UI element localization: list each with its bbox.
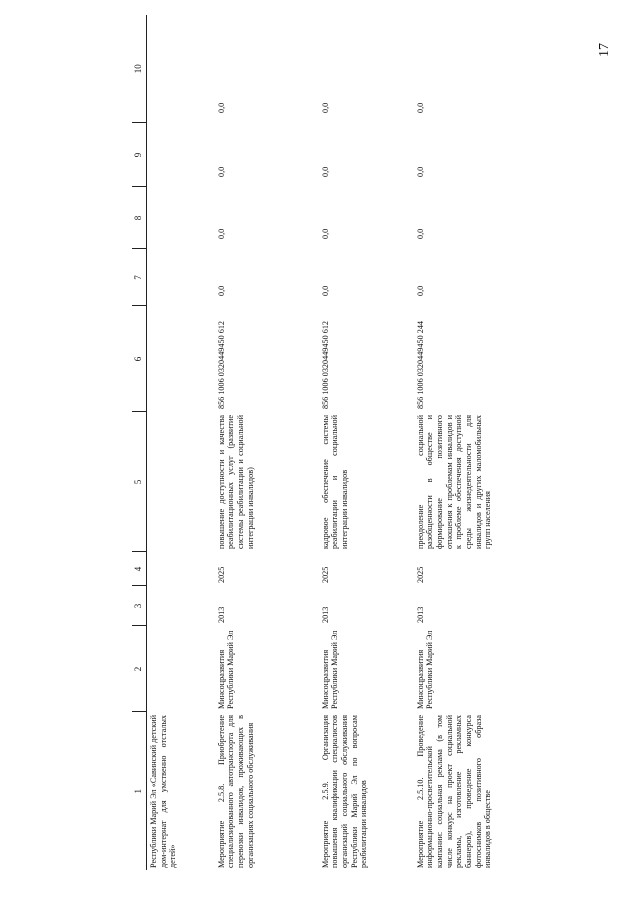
end-year-cell	[147, 552, 215, 586]
column-header: 10	[132, 15, 147, 123]
column-number-row	[132, 15, 147, 870]
budget-code-cell: 856 1006 0320449450 612	[216, 320, 226, 409]
column-header: 4	[132, 552, 147, 586]
value-cell: 0,0	[320, 285, 330, 296]
value-cell: 0,0	[415, 102, 425, 113]
executor-cell: Минсоцразвития Республики Марий Эл	[216, 630, 236, 709]
column-header: 2	[132, 626, 147, 712]
value-cell: 0,0	[415, 166, 425, 177]
start-year-cell: 2013	[320, 606, 330, 623]
start-year-cell: 2013	[415, 606, 425, 623]
executor-cell: Минсоцразвития Республики Марий Эл	[320, 630, 340, 709]
value-cell: 0,0	[320, 102, 330, 113]
start-year-cell: 2013	[216, 606, 226, 623]
column-header: 6	[132, 306, 147, 412]
value-cell	[147, 249, 215, 306]
value-cell	[147, 15, 215, 123]
column-header: 7	[132, 249, 147, 306]
measure-name-cell: Республики Марий Эл «Савинский детский дом-интернат для умственно отсталых детей»	[149, 715, 178, 868]
column-header: 9	[132, 123, 147, 187]
value-cell: 0,0	[216, 285, 226, 296]
result-cell: преодоление социальной разобщенности в обществе и формирование позитивного отношения к проблемам инвалидов и к проблеме обеспечения доступной среды жизнедеятельности для инвалидов и других маломобильных групп населения	[415, 415, 493, 549]
budget-code-cell	[147, 306, 215, 412]
column-header: 8	[132, 187, 147, 249]
table-row	[414, 15, 554, 870]
executor-cell	[147, 626, 215, 712]
table-row	[319, 15, 414, 870]
end-year-cell: 2025	[320, 566, 330, 583]
value-cell	[147, 187, 215, 249]
executor-cell: Минсоцразвития Республики Марий Эл	[415, 630, 435, 709]
column-header: 5	[132, 412, 147, 552]
program-measures-table	[132, 15, 554, 870]
value-cell: 0,0	[216, 102, 226, 113]
value-cell: 0,0	[415, 285, 425, 296]
table-row	[147, 15, 215, 870]
rotated-table-container	[132, 15, 627, 870]
budget-code-cell: 856 1006 0320449450 244	[415, 320, 425, 409]
end-year-cell: 2025	[415, 566, 425, 583]
budget-code-cell: 856 1006 0320449450 612	[320, 320, 330, 409]
result-cell	[147, 412, 215, 552]
column-header: 1	[132, 712, 147, 870]
measure-name-cell: Мероприятие 2.5.8. Приобретение специализированного автотранспорта для перевозки инвалидов, проживающих в организациях социального обслуживания	[216, 715, 255, 868]
end-year-cell: 2025	[216, 566, 226, 583]
start-year-cell	[147, 586, 215, 626]
value-cell: 0,0	[216, 166, 226, 177]
table-row	[215, 15, 319, 870]
result-cell: повышение доступности и качества реабилитационных услуг (развитие системы реабилитации и социальной интеграции инвалидов)	[216, 415, 255, 549]
measure-name-cell: Мероприятие 2.5.9. Организация повышения квалификации специалистов организаций социального обслуживания Республики Марий Эл по вопросам реабилитации инвалидов	[320, 715, 369, 868]
column-header: 3	[132, 586, 147, 626]
page-number: 17	[597, 43, 612, 57]
value-cell: 0,0	[320, 166, 330, 177]
value-cell: 0,0	[320, 228, 330, 239]
value-cell: 0,0	[415, 228, 425, 239]
result-cell: кадровое обеспечение системы реабилитации и социальной интеграции инвалидов	[320, 415, 349, 549]
value-cell	[147, 123, 215, 187]
value-cell: 0,0	[216, 228, 226, 239]
measure-name-cell: Мероприятие 2.5.10. Проведение информационно-просветительской кампании: социальная реклама (в том числе конкурс на проект социальной рекламы, изготовление рекламных баннеров), проведение конкурса фотоснимков позитивного образа инвалидов в обществе	[415, 715, 493, 868]
